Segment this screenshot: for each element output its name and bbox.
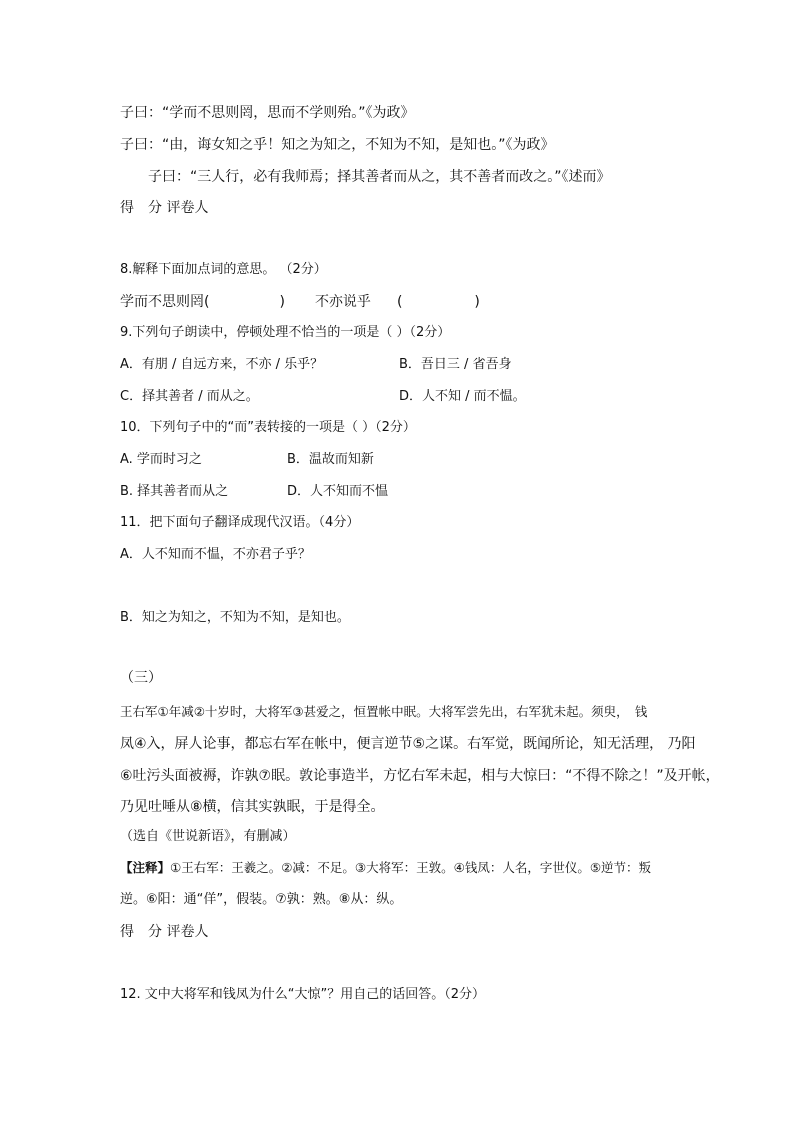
- q8-item-1-close: ): [279, 294, 285, 310]
- q10-option-c: B. 择其善者而从之: [120, 484, 229, 499]
- passage-line-4: 乃见吐唾从⑧横，信其实孰眠，于是得全。: [120, 799, 385, 815]
- q9-option-c: C．择其善者 / 而从之。: [120, 389, 259, 404]
- q9-option-b: B．吾日三 / 省吾身: [399, 357, 512, 372]
- passage-line-2: 凤④入，屏人论事，都忘右军在帐中，便言逆节⑤之谋。右军觉，既闻所论，知无活理， 乃阳: [120, 736, 696, 752]
- question-8-prompt: 8.解释下面加点词的意思。 （2分）: [120, 262, 327, 277]
- quote-1: 子曰：“学而不思则罔，思而不学则殆。”《为政》: [120, 105, 415, 121]
- notes-label: 【注释】: [120, 860, 171, 875]
- notes-line-1: [120, 858, 651, 878]
- q8-item-2-open: (: [396, 294, 403, 310]
- question-11-prompt: 11．把下面句子翻译成现代汉语。（4分）: [120, 515, 360, 530]
- quote-3: 子曰：“三人行，必有我师焉；择其善者而从之，其不善者而改之。”《述而》: [148, 169, 611, 185]
- q10-option-a: A. 学而时习之: [120, 452, 202, 467]
- question-8-items: [120, 292, 480, 312]
- question-9-prompt: 9.下列句子朗读中，停顿处理不恰当的一项是（ ）（2分）: [120, 325, 451, 340]
- q11-item-a: A．人不知而不愠，不亦君子乎？: [120, 547, 311, 562]
- q10-option-b: B．温故而知新: [287, 452, 374, 467]
- grader-label: 得 分 评卷人: [120, 200, 209, 216]
- q9-option-d: D．人不知 / 而不愠。: [399, 389, 526, 404]
- section-3-title: （三）: [120, 670, 162, 686]
- q8-item-2: 不亦说乎: [314, 294, 371, 310]
- grader-label: 得 分 评卷人: [120, 924, 209, 940]
- q8-item-2-close: ): [474, 294, 480, 310]
- notes-text-1: ①王右军：王羲之。②减：不足。③大将军：王敦。④钱凤：人名，字世仪。⑤逆节：叛: [170, 860, 652, 875]
- passage-source: （选自《世说新语》，有删减）: [120, 829, 296, 844]
- question-12-prompt: 12. 文中大将军和钱凤为什么“大惊”？用自己的话回答。（2分）: [120, 987, 486, 1002]
- q9-option-a: A．有朋 / 自远方来，不亦 / 乐乎？: [120, 357, 324, 372]
- q11-item-b: B．知之为知之，不知为不知，是知也。: [120, 610, 350, 625]
- notes-line-2: 逆。⑥阳：通“佯”，假装。⑦孰：熟。⑧从：纵。: [120, 892, 403, 907]
- q8-item-1: 学而不思则罔(: [120, 294, 210, 310]
- passage-line-1: 王右军①年减②十岁时，大将军③甚爱之，恒置帐中眠。大将军尝先出，右军犹未起。须臾， 钱: [120, 704, 648, 719]
- quote-2: 子曰：“由，诲女知之乎！知之为知之，不知为不知，是知也。”《为政》: [120, 137, 555, 153]
- question-10-prompt: 10．下列句子中的“而”表转接的一项是（ ）（2分）: [120, 420, 416, 435]
- q10-option-d: D．人不知而不愠: [287, 484, 389, 499]
- passage-line-3: ⑥吐污头面被褥，诈孰⑦眠。敦论事造半，方忆右军未起，相与大惊曰：“不得不除之！”及开帐，: [120, 768, 720, 784]
